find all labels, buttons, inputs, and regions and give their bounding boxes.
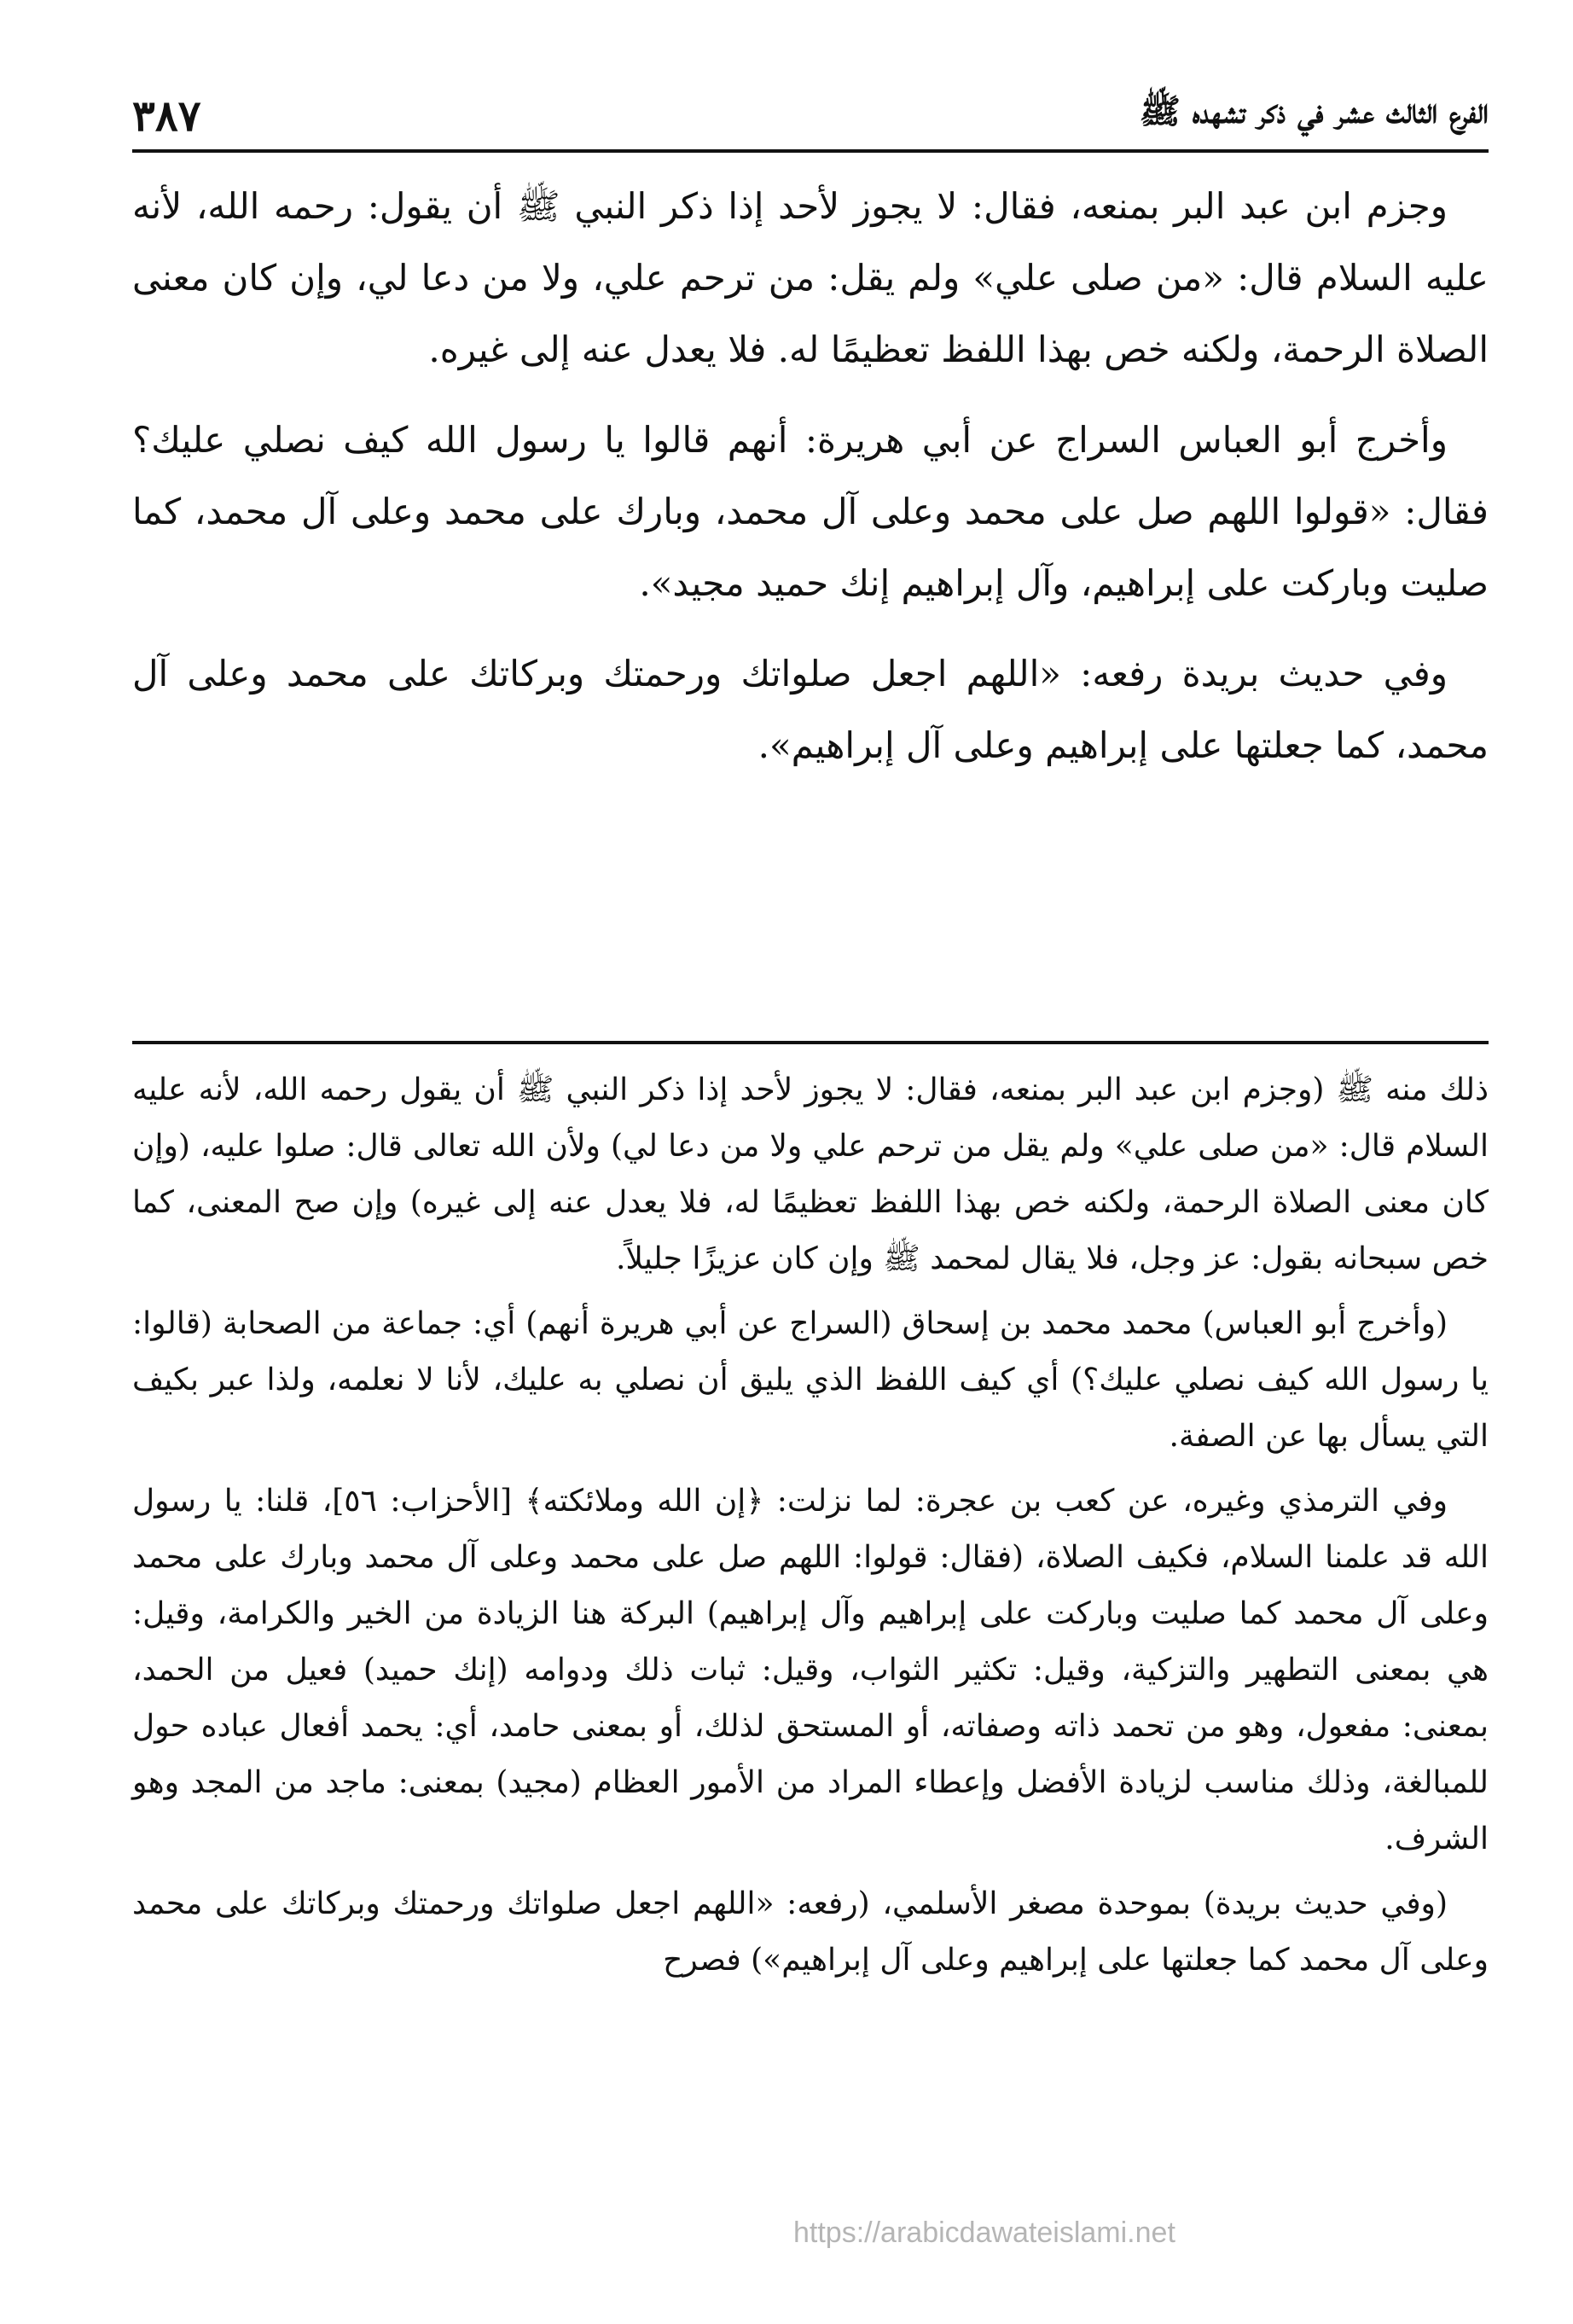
commentary-paragraph: (وفي حديث بريدة) بموحدة مصغر الأسلمي، (رفعه: «اللهم اجعل صلواتك ورحمتك وبركاتك على محمد وعلى آل محمد كما جعلتها على إبراهيم وعلى آل إبراهيم») فصرح <box>132 1886 1489 1978</box>
main-paragraph: وأخرج أبو العباس السراج عن أبي هريرة: أنهم قالوا يا رسول الله كيف نصلي عليك؟ فقال: «قولوا اللهم صل على محمد وعلى آل محمد، وبارك على محمد وعلى آل محمد، كما صليت وباركت على إبراهيم، وآل إبراهيم إنك حميد مجيد». <box>132 419 1489 604</box>
book-page <box>132 81 1489 2265</box>
commentary-paragraph: وفي الترمذي وغيره، عن كعب بن عجرة: لما نزلت: ﴿إن الله وملائكته﴾ [الأحزاب: ٥٦]، قلنا: يا رسول الله قد علمنا السلام، فكيف الصلاة، (فقال: قولوا: اللهم صل على محمد وعلى آل محمد وبارك على محمد وعلى آل محمد كما صليت وباركت على إبراهيم وآل إبراهيم) البركة هنا الزيادة من الخير والكرامة، وقيل: هي بمعنى التطهير والتزكية، وقيل: تكثير الثواب، وقيل: ثبات ذلك ودوامه (إنك حميد) فعيل من الحمد، بمعنى: مفعول، وهو من تحمد ذاته وصفاته، أو المستحق لذلك، أو بمعنى حامد، أي: يحمد أفعال عباده حول للمبالغة، وذلك مناسب لزيادة الأفضل وإعطاء المراد من الأمور العظام (مجيد) بمعنى: ماجد من المجد وهو الشرف. <box>132 1484 1489 1856</box>
commentary-paragraph: ذلك منه ﷺ (وجزم ابن عبد البر بمنعه، فقال: لا يجوز لأحد إذا ذكر النبي ﷺ أن يقول رحمه الله، لأنه عليه السلام قال: «من صلى علي» ولم يقل من ترحم علي ولا من دعا لي) ولأن الله تعالى قال: صلوا عليه، (وإن كان معنى الصلاة الرحمة، ولكنه خص بهذا اللفظ تعظيمًا له، فلا يعدل عنه إلى غيره) وإن صح المعنى، كما خص سبحانه بقول: عز وجل، فلا يقال لمحمد ﷺ وإن كان عزيزًا جليلاً. <box>132 1072 1489 1276</box>
chapter-title: الفرع الثالث عشر في ذكر تشهده ﷺ <box>1139 91 1489 131</box>
page-number: ٣٨٧ <box>132 90 201 141</box>
watermark-url: https://arabicdawateislami.net <box>793 2217 1175 2249</box>
commentary-paragraph: (وأخرج أبو العباس) محمد محمد بن إسحاق (السراج عن أبي هريرة أنهم) أي: جماعة من الصحابة (قالوا: يا رسول الله كيف نصلي عليك؟) أي كيف اللفظ الذي يليق أن نصلي به عليك، لأنا لا نعلمه، ولذا عبر بكيف التي يسأل بها عن الصفة. <box>132 1306 1489 1454</box>
main-text <box>132 171 1489 1032</box>
section-divider <box>132 1041 1489 1044</box>
page-header <box>132 81 1489 153</box>
main-paragraph: وجزم ابن عبد البر بمنعه، فقال: لا يجوز لأحد إذا ذكر النبي ﷺ أن يقول: رحمه الله، لأنه عليه السلام قال: «من صلى علي» ولم يقل: من ترحم علي، ولا من دعا لي، وإن كان معنى الصلاة الرحمة، ولكنه خص بهذا اللفظ تعظيمًا له. فلا يعدل عنه إلى غيره. <box>132 185 1489 370</box>
main-paragraph: وفي حديث بريدة رفعه: «اللهم اجعل صلواتك ورحمتك وبركاتك على محمد وعلى آل محمد، كما جعلتها على إبراهيم وعلى آل إبراهيم». <box>132 653 1489 766</box>
commentary-text <box>132 1062 1489 2257</box>
